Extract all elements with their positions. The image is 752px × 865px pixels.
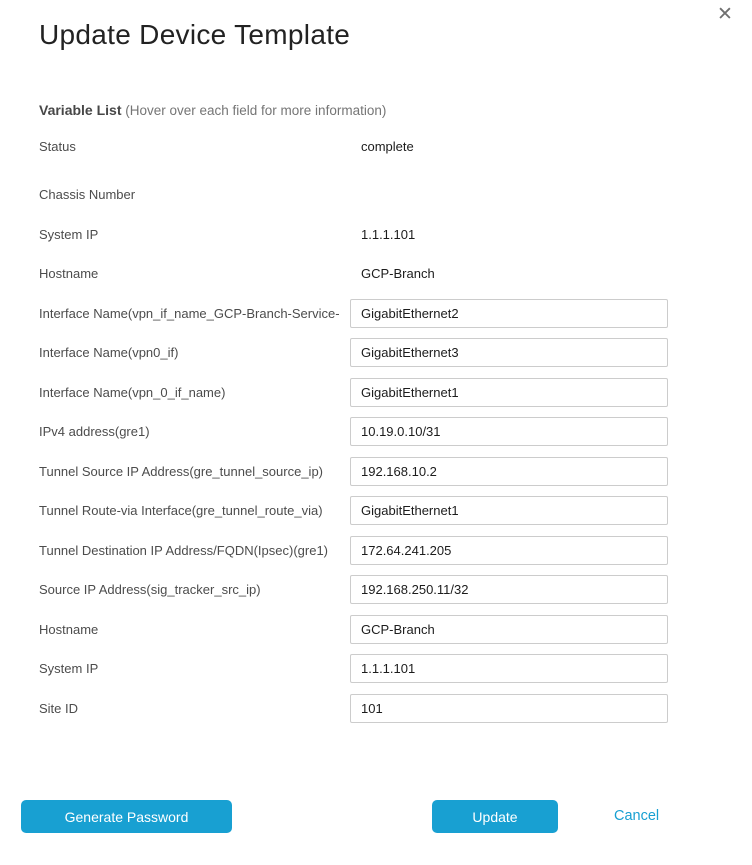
variable-input[interactable] bbox=[350, 536, 668, 565]
variable-label: Source IP Address(sig_tracker_src_ip) bbox=[39, 582, 261, 597]
variable-row bbox=[39, 457, 668, 486]
generate-password-button[interactable]: Generate Password bbox=[21, 800, 232, 833]
variable-row bbox=[39, 180, 668, 209]
variable-label: Tunnel Source IP Address(gre_tunnel_source_ip) bbox=[39, 463, 324, 479]
variable-label: IPv4 address(gre1) bbox=[39, 424, 150, 439]
variable-label: Site ID bbox=[39, 700, 79, 716]
variable-label: Status bbox=[39, 139, 76, 154]
variable-label: System IP bbox=[39, 226, 99, 242]
variable-label: Tunnel Route-via Interface(gre_tunnel_route_via) bbox=[39, 503, 323, 518]
variable-value-text: 1.1.1.101 bbox=[361, 226, 416, 242]
variable-row bbox=[39, 132, 668, 161]
variable-row bbox=[39, 654, 668, 683]
variable-value-text: GCP-Branch bbox=[361, 266, 435, 281]
variable-row bbox=[39, 615, 668, 644]
variable-input[interactable] bbox=[350, 496, 668, 525]
variable-row bbox=[39, 220, 668, 249]
variable-input[interactable] bbox=[350, 457, 668, 486]
cancel-button[interactable]: Cancel bbox=[614, 800, 659, 833]
variable-row bbox=[39, 694, 668, 723]
variable-label: Hostname bbox=[39, 266, 99, 281]
variable-label: System IP bbox=[39, 661, 99, 676]
variable-label: Hostname bbox=[39, 621, 99, 637]
variable-input[interactable] bbox=[350, 575, 668, 604]
variable-input[interactable] bbox=[350, 615, 668, 644]
variable-value-text: complete bbox=[361, 139, 414, 154]
variable-row bbox=[39, 338, 668, 367]
variable-row bbox=[39, 536, 668, 565]
variable-input[interactable] bbox=[350, 654, 668, 683]
variable-row bbox=[39, 575, 668, 604]
variable-row bbox=[39, 259, 668, 288]
variable-input[interactable] bbox=[350, 694, 668, 723]
variable-input[interactable] bbox=[350, 338, 668, 367]
variable-label: Interface Name(vpn_if_name_GCP-Branch-Service- bbox=[39, 305, 340, 321]
variable-input[interactable] bbox=[350, 378, 668, 407]
variable-input[interactable] bbox=[350, 299, 668, 328]
variable-list-hint: (Hover over each field for more information) bbox=[121, 103, 387, 118]
dialog-title: Update Device Template bbox=[39, 19, 351, 50]
variable-label: Chassis Number bbox=[39, 187, 136, 202]
variable-row bbox=[39, 299, 668, 328]
variable-rows bbox=[39, 132, 668, 733]
variable-input[interactable] bbox=[350, 417, 668, 446]
close-icon[interactable]: ✕ bbox=[717, 4, 733, 25]
variable-label: Interface Name(vpn_0_if_name) bbox=[39, 384, 226, 400]
variable-label: Tunnel Destination IP Address/FQDN(Ipsec)(gre1) bbox=[39, 542, 329, 558]
variable-label: Interface Name(vpn0_if) bbox=[39, 345, 179, 360]
variable-list-header bbox=[39, 102, 386, 118]
variable-row bbox=[39, 496, 668, 525]
update-button[interactable]: Update bbox=[432, 800, 558, 833]
variable-row bbox=[39, 378, 668, 407]
dialog-footer bbox=[0, 800, 752, 833]
variable-row bbox=[39, 417, 668, 446]
variable-list-title: Variable List bbox=[39, 102, 122, 118]
